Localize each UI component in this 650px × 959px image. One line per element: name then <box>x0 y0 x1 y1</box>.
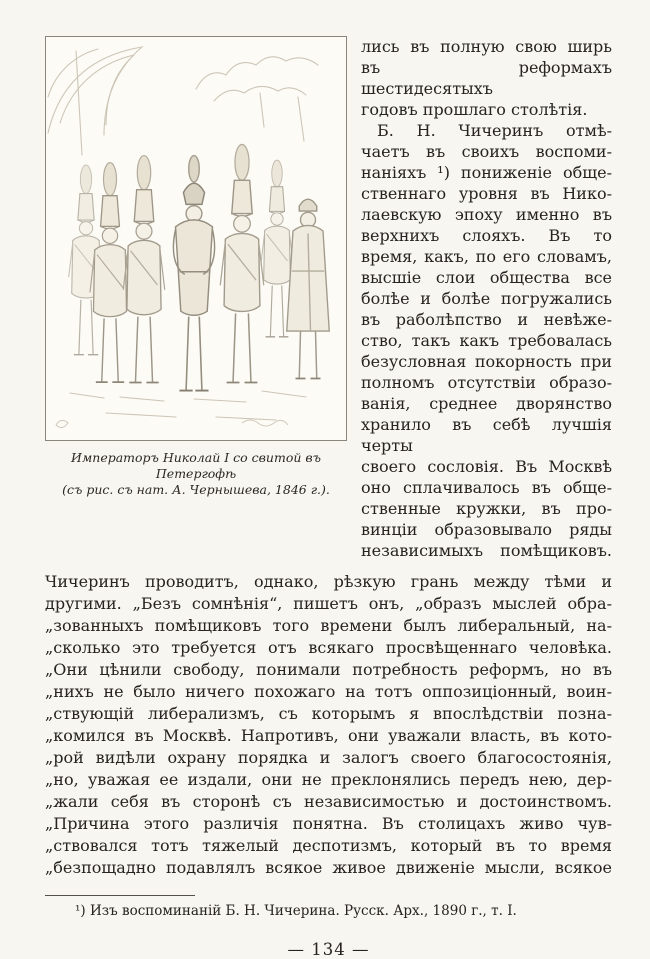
text-line: „ствовался тотъ тяжелый деспотизмъ, который въ то время <box>45 836 612 855</box>
text-line: „жали себя въ сторонѣ съ независимостью и достоинствомъ. <box>45 792 612 811</box>
text-line: лись въ полную свою ширь <box>361 37 612 56</box>
text-line: болѣе и болѣе погружались <box>361 289 612 308</box>
paragraph <box>361 36 612 120</box>
text-line: „зованныхъ помѣщиковъ того времени былъ либеральный, на- <box>45 616 612 635</box>
text-line: ственные кружки, въ про- <box>361 499 612 518</box>
main-text <box>45 571 612 879</box>
text-line: „Причина этого различія понятна. Въ столицахъ живо чув- <box>45 814 612 833</box>
text-line: „но, уважая ее издали, они не преклонялись передъ нею, дер- <box>45 770 612 789</box>
figure-block <box>45 36 347 498</box>
text-line: „нихъ не было ничего похожаго на тотъ оппозиціонный, воин- <box>45 682 612 701</box>
text-line: „сколько это требуется отъ всякаго просвѣщеннаго человѣка. <box>45 638 612 657</box>
text-line: оно сплачивалось въ обще- <box>361 478 612 497</box>
text-line: другими. „Безъ сомнѣнія“, пишетъ онъ, „образъ мыслей обра- <box>45 594 612 613</box>
text-line: „безпощадно подавлялъ всякое живое движеніе мысли, всякое <box>45 858 612 877</box>
text-line: своего сословія. Въ Москвѣ <box>361 457 612 476</box>
figure-caption-credit: (съ рис. съ нат. А. Чернышева, 1846 г.). <box>62 482 330 497</box>
figure-caption <box>45 450 347 498</box>
text-line: высшіе слои общества все <box>361 268 612 287</box>
text-line: ственнаго уровня въ Нико- <box>361 184 612 203</box>
text-line: „рой видѣли охрану порядка и залогъ своего благосостоянія, <box>45 748 612 767</box>
text-line: „Они цѣнили свободу, понимали потребность реформъ, но въ <box>45 660 612 679</box>
text-line: ванія, среднее дворянство <box>361 394 612 413</box>
text-line: полномъ отсутствіи образо- <box>361 373 612 392</box>
paragraph <box>361 120 612 561</box>
text-line: ство, такъ какъ требовалась <box>361 331 612 350</box>
text-line: въ реформахъ шестидесятыхъ <box>361 58 612 98</box>
text-line: Чичеринъ проводитъ, однако, рѣзкую грань между тѣми и <box>45 572 612 591</box>
text-line: лаевскую эпоху именно въ <box>361 205 612 224</box>
text-line: независимыхъ помѣщиковъ. <box>361 541 612 560</box>
text-line: верхнихъ слояхъ. Въ то <box>361 226 612 245</box>
text-line: винціи образовывало ряды <box>361 520 612 539</box>
footnote: ¹) Изъ воспоминаній Б. Н. Чичерина. Русск. Арх., 1890 г., т. I. <box>75 903 517 919</box>
top-section <box>45 36 612 561</box>
footnote-separator <box>45 895 195 896</box>
nicholas-i-retinue-sketch-image <box>46 37 346 440</box>
text-line: время, какъ, по его словамъ, <box>361 247 612 266</box>
paragraph <box>45 571 612 879</box>
text-line: Б. Н. Чичеринъ отмѣ- <box>361 121 612 140</box>
text-line: чаетъ въ своихъ воспоми- <box>361 142 612 161</box>
text-line: въ раболѣпство и невѣже- <box>361 310 612 329</box>
narrow-text-column <box>361 36 612 561</box>
text-line: „ствующій либерализмъ, съ которымъ я впослѣдствіи позна- <box>45 704 612 723</box>
text-line: наніяхъ ¹) пониженіе обще- <box>361 163 612 182</box>
page-number: — 134 — <box>287 940 370 959</box>
text-line: хранило въ себѣ лучшія черты <box>361 415 612 455</box>
figure-caption-title: Императоръ Николай I со свитой въ Петергофѣ <box>71 450 321 481</box>
text-line: годовъ прошлаго столѣтія. <box>361 100 588 119</box>
figure-illustration <box>45 36 347 441</box>
text-line: „комился въ Москвѣ. Напротивъ, они уважали власть, въ кото- <box>45 726 612 745</box>
text-line: безусловная покорность при <box>361 352 612 371</box>
